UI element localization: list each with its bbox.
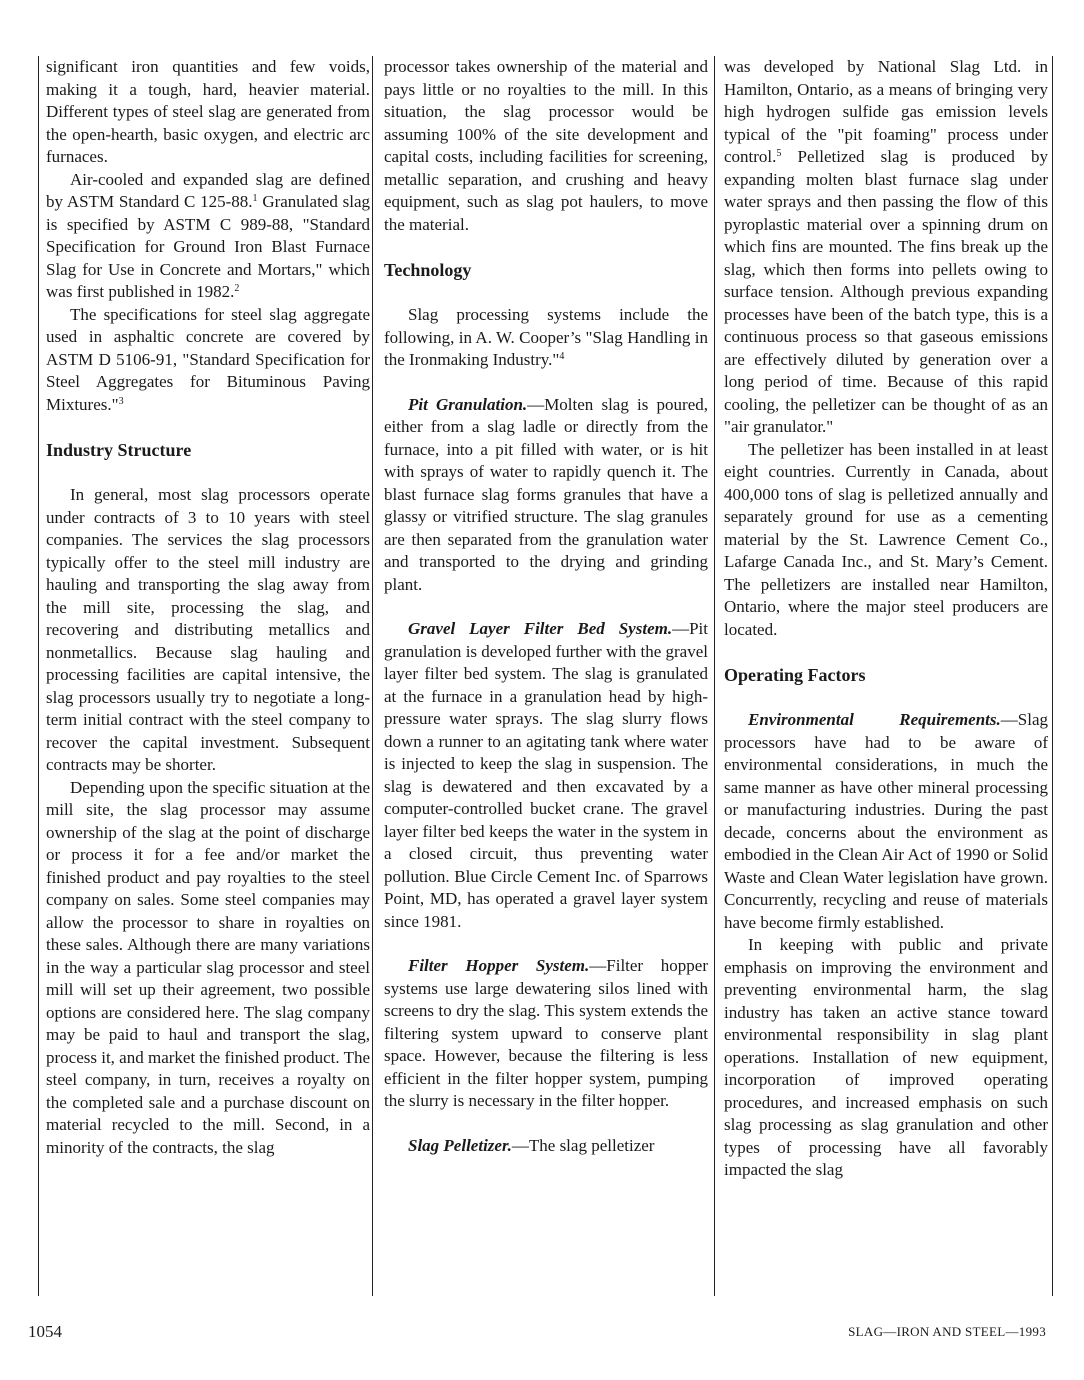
paragraph: Depending upon the specific situation at the mill site, the slag processor may assume ownership of the slag at the point of discharge or process it for a fee and/or market the finished product and pay royalties to the steel company on sales. Some steel companies may allow the processor to share in royalties on these sales. Although there are many variations in the way a particular slag processor and steel mill will set up their agreement, two possible options are considered here. The slag company may be paid to haul and transport the slag, process it, and market the finished product. The steel company, in turn, receives a royalty on the completed sale and a purchase discount on material recycled to the mill. Second, in a minority of the contracts, the slag xyxy=(46,777,371,1157)
paragraph: Environmental Requirements.—Slag processors have had to be aware of environmental considerations, in much the same manner as have other mineral processing or manufacturing industries. During the past decade, concerns about the environment as embodied in the Clean Air Act of 1990 or Solid Waste and Clean Water legislation have grown. Concurrently, recycling and reuse of materials have become firmly established. xyxy=(724,710,1048,932)
paragraph: Pit Granulation.—Molten slag is poured, either from a slag ladle or directly from the furnace, into a pit filled with water, or is hit with sprays of water to rapidly quench it. The blast furnace slag forms granules that have a glassy or vitrified structure. The slag granules are then separated from the granulation water and transported to the drying and grinding plant. xyxy=(384,394,708,594)
column-2 xyxy=(384,56,708,1157)
paragraph: Slag processing systems include the following, in A. W. Cooper’s "Slag Handling in the Ironmaking Industry."$^4$ xyxy=(384,305,708,369)
page-number: 1054 xyxy=(28,1322,62,1341)
paragraph: The specifications for steel slag aggregate used in asphaltic concrete are covered by ASTM D 5106-91, "Standard Specification for Steel Aggregates for Bituminous Paving Mixtures."$^3$ xyxy=(46,304,370,414)
paragraph: Gravel Layer Filter Bed System.—Pit granulation is developed further with the gravel layer filter bed system. The slag is granulated at the furnace in a granulation head by high-pressure water sprays. The slag slurry flows down a runner to an agitating tank where water is injected to keep the slag in suspension. The slag is dewatered and then excavated by a computer-controlled bucket crane. The gravel layer filter bed keeps the water in the system in a closed circuit, thus preventing water pollution. Blue Circle Cement Inc. of Sparrows Point, MD, has operated a gravel layer system since 1981. xyxy=(384,619,708,931)
paragraph: Slag Pelletizer.—The slag pelletizer xyxy=(408,1135,655,1155)
section-heading: Operating Factors xyxy=(724,665,866,685)
column-rule-1 xyxy=(372,56,373,1296)
column-rule-left xyxy=(38,56,39,1296)
subsection-heading: Gravel Layer Filter Bed System. xyxy=(408,619,673,638)
paragraph: processor takes ownership of the material and pays little or no royalties to the mill. In this situation, the slag processor would be assuming 100% of the site development and capital costs, including facilities for screening, metallic separation, and crushing and heavy equipment, such as slag pot haulers, to move the material. xyxy=(384,57,708,234)
paragraph: In keeping with public and private emphasis on improving the environment and preventing environmental harm, the slag industry has taken an active stance toward environmental responsibility in slag plant operations. Installation of new equipment, incorporation of improved operating procedures, and increased emphasis on such slag processing as slag granulation and other types of processing have all favorably impacted the slag xyxy=(724,935,1048,1179)
subsection-heading: Filter Hopper System. xyxy=(408,956,590,975)
column-rule-2 xyxy=(714,56,715,1296)
column-rule-right xyxy=(1052,56,1053,1296)
paragraph: Filter Hopper System.—Filter hopper systems use large dewatering silos lined with screens to dry the slag. This system extends the filtering system upward to conserve plant space. However, because the filtering is less efficient in the filter hopper system, pumping the slurry is necessary in the filter hopper. xyxy=(384,956,708,1110)
paragraph: significant iron quantities and few voids, making it a tough, hard, heavier material. Different types of steel slag are generated from the open-hearth, basic oxygen, and electric arc furnaces. xyxy=(46,57,370,166)
column-1 xyxy=(46,56,370,1159)
column-3 xyxy=(724,56,1048,1182)
subsection-heading: Pit Granulation. xyxy=(408,394,528,414)
subsection-heading: Environmental Requirements. xyxy=(748,710,1001,729)
section-heading: Industry Structure xyxy=(46,440,192,460)
subsection-heading: Slag Pelletizer. xyxy=(408,1135,512,1155)
paragraph: In general, most slag processors operate under contracts of 3 to 10 years with steel companies. The services the slag processors typically offer to the steel mill industry are hauling and transporting the slag away from the mill site, processing the slag, and recovering and distributing metallics and nonmetallics. Because slag hauling and processing facilities are capital intensive, the slag processors usually try to negotiate a long-term initial contract with the steel company to recover the capital investment. Subsequent contracts may be shorter. xyxy=(46,485,370,774)
running-head: SLAG—IRON AND STEEL—1993 xyxy=(848,1324,1046,1339)
section-heading: Technology xyxy=(384,260,472,280)
paragraph: The pelletizer has been installed in at least eight countries. Currently in Canada, about 400,000 tons of slag is pelletized annually and separately ground for use as a cementing material by the St. Lawrence Cement Co., Lafarge Canada Inc., and St. Mary’s Cement. The pelletizers are installed near Hamilton, Ontario, where the major steel producers are located. xyxy=(724,439,1048,639)
paragraph: Air-cooled and expanded slag are defined by ASTM Standard C 125-88.$^1$ Granulated slag is specified by ASTM C 989-88, "Standard Specification for Ground Iron Blast Furnace Slag for Use in Concrete and Mortars," which was first published in 1982.$^2$ xyxy=(46,169,370,301)
paragraph: was developed by National Slag Ltd. in Hamilton, Ontario, as a means of bringing very high hydrogen sulfide gas emission levels typical of the "pit foaming" process under control.$^5$ Pelletized slag is produced by expanding molten blast furnace slag under water sprays and then passing the flow of this pyroplastic material over a spinning drum on which fins are mounted. The fins break up the slag, which then forms into pellets owing to surface tension. Although previous expanding processes have been of the batch type, this is a continuous process so that gaseous emissions are effectively diluted by generation over a long period of time. Because of this rapid cooling, the pelletizer can be thought of as an "air granulator." xyxy=(724,57,1048,436)
